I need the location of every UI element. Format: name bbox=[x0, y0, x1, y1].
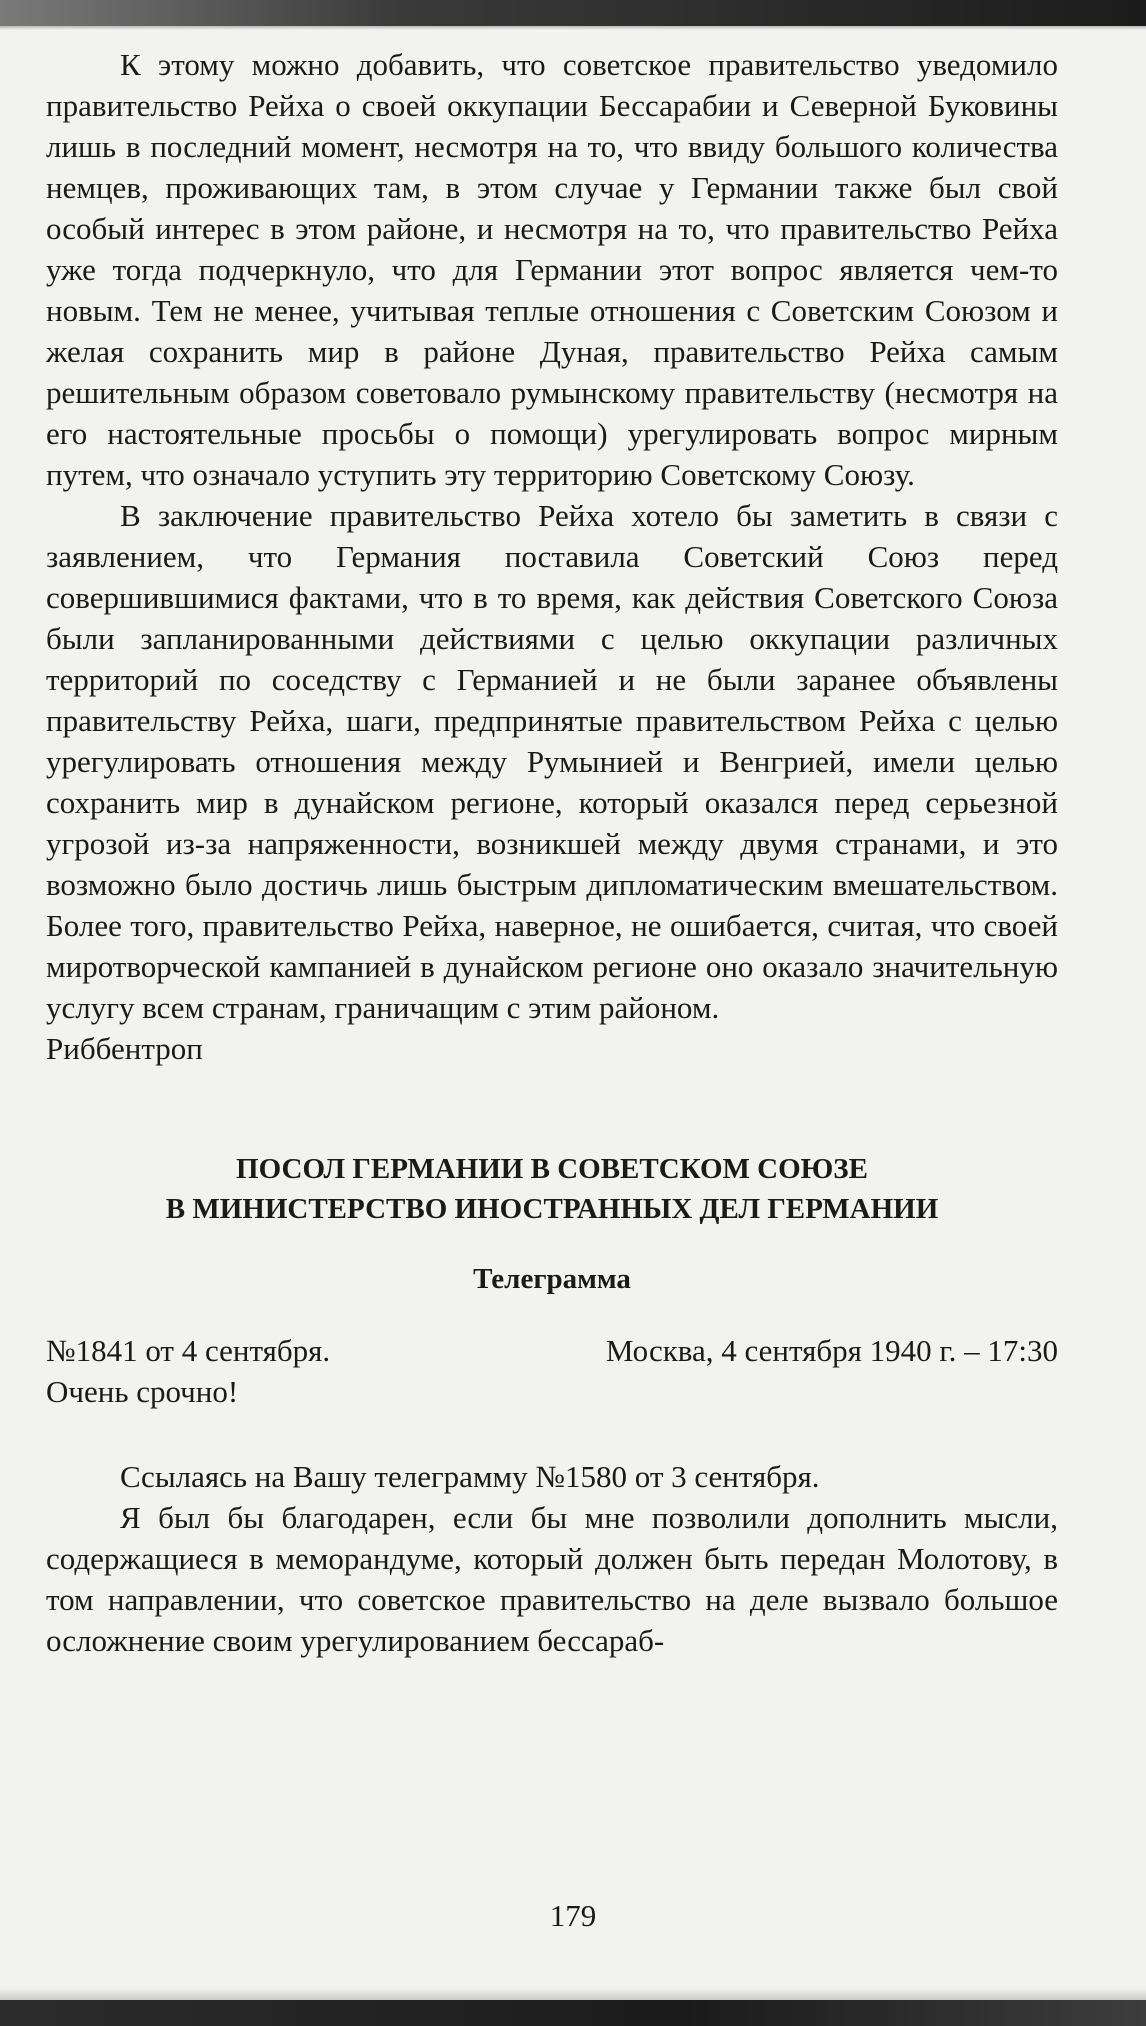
body-paragraph-1: К этому можно добавить, что советское правительство уведомило правительство Рейха о своей оккупации Бессарабии и Северной Буковины лишь в последний момент, несмотря на то, что ввиду большого количества немцев, проживающих там, в этом случае у Германии также был свой особый интерес в этом районе, и несмотря на то, что правительство Рейха уже тогда подчеркнуло, что для Германии этот вопрос является чем-то новым. Тем не менее, учитывая теплые отношения с Советским Союзом и желая сохранить мир в районе Дуная, правительство Рейха самым решительным образом советовало румынскому правительству (несмотря на его настоятельные просьбы о помощи) урегулировать вопрос мирным путем, что означало уступить эту территорию Советскому Союзу. bbox=[46, 47, 1058, 492]
telegram-number-date: №1841 от 4 сентября. bbox=[46, 1333, 331, 1368]
telegram-header bbox=[46, 1330, 1058, 1371]
urgency-note: Очень срочно! bbox=[46, 1374, 239, 1409]
document-heading bbox=[46, 1149, 1058, 1229]
scan-bottom-edge bbox=[0, 2000, 1146, 2026]
document-type: Телеграмма bbox=[473, 1263, 631, 1295]
body-paragraph-2: В заключение правительство Рейха хотело бы заметить в связи с заявлением, что Германия поставила Советский Союз перед совершившимися фактами, что в то время, как действия Советского Союза были запланированными действиями с целью оккупации различных территорий по соседству с Германией и не были заранее объявлены правительству Рейха, шаги, предпринятые правительством Рейха с целью урегулировать отношения между Румынией и Венгрией, имели целью сохранить мир в дунайском регионе, который оказался перед серьезной угрозой из-за напряженности, возникшей между двумя странами, и это возможно было достичь лишь быстрым дипломатическим вмешательством. Более того, правительство Рейха, наверное, не ошибается, считая, что своей миротворческой кампанией в дунайском регионе оно оказало значительную услугу всем странам, граничащим с этим районом. bbox=[46, 498, 1058, 1025]
signature: Риббентроп bbox=[46, 1031, 203, 1066]
heading-line-2: В МИНИСТЕРСТВО ИНОСТРАННЫХ ДЕЛ ГЕРМАНИИ bbox=[165, 1193, 939, 1225]
telegram-text: Я был бы благодарен, если бы мне позволили дополнить мысли, содержащиеся в меморандуме, который должен быть передан Молотову, в том направлении, что советское правительство на деле вызвало большое осложнение своим урегулированием бессараб- bbox=[46, 1500, 1058, 1658]
reference-line: Ссылаясь на Вашу телеграмму №1580 от 3 сентября. bbox=[120, 1459, 820, 1494]
page-content bbox=[46, 44, 1058, 1661]
scan-top-edge bbox=[0, 0, 1146, 26]
telegram-place-time: Москва, 4 сентября 1940 г. – 17:30 bbox=[605, 1333, 1058, 1368]
page-number: 179 bbox=[549, 1898, 597, 1933]
heading-line-1: ПОСОЛ ГЕРМАНИИ В СОВЕТСКОМ СОЮЗЕ bbox=[236, 1153, 868, 1185]
